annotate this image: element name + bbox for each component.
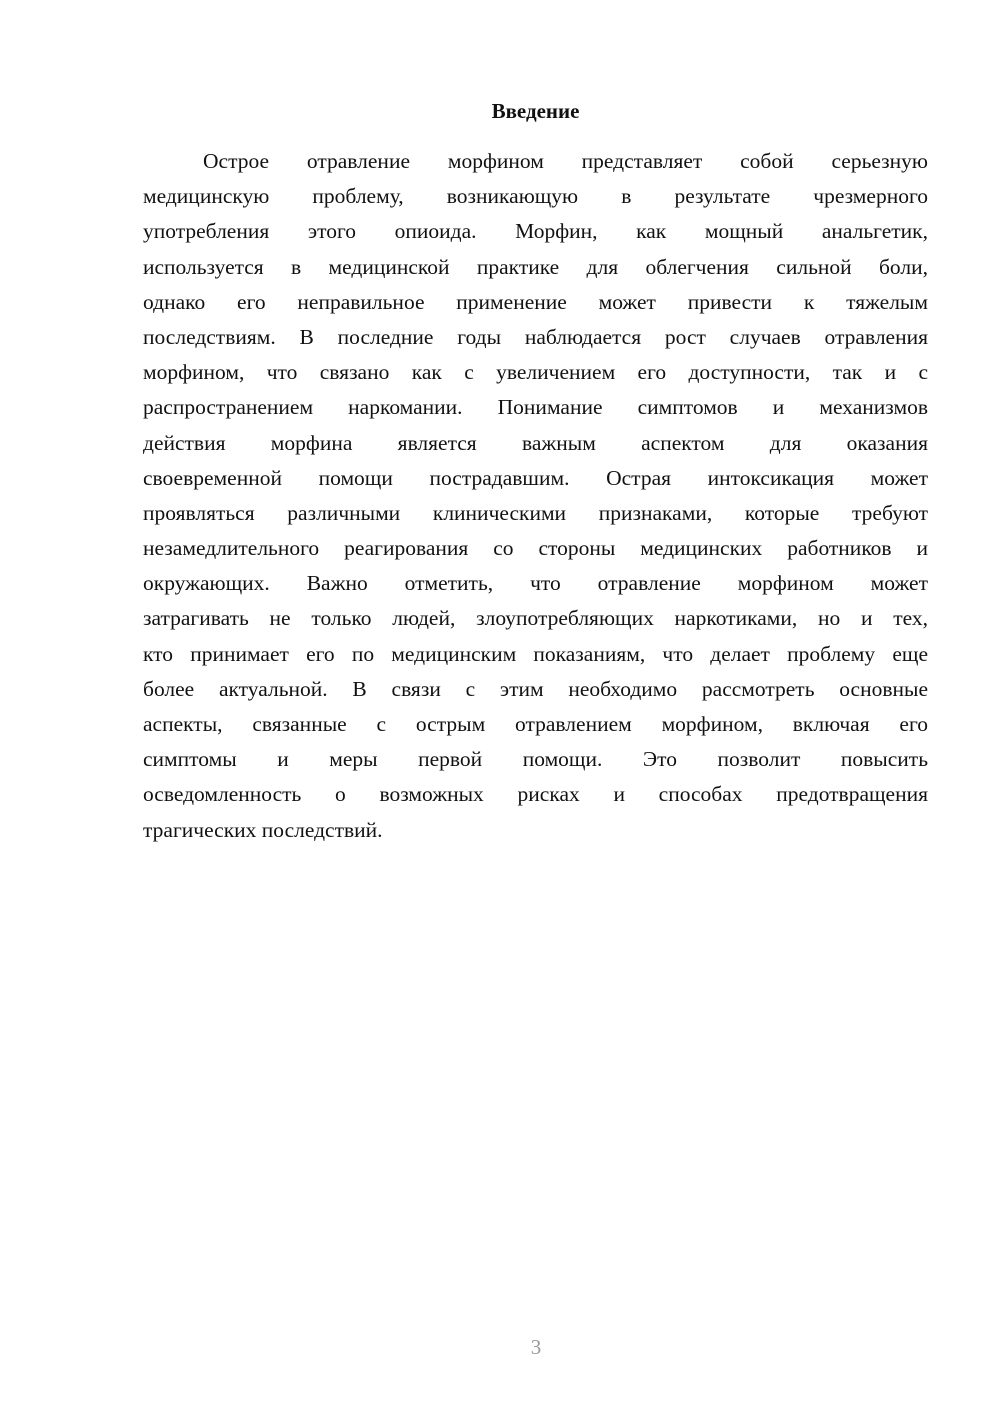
text-line: используется в медицинской практике для облегчения сильной боли, [143,254,928,279]
text-line: морфином, что связано как с увеличением его доступности, так и с [143,360,928,385]
text-line: однако его неправильное применение может привести к тяжелым [143,289,928,314]
page-title: Введение [491,99,580,123]
text-line: незамедлительного реагирования со стороны медицинских работников и [143,536,928,561]
text-line: Острое отравление морфином представляет собой серьезную [203,149,928,173]
body-paragraph [143,144,928,848]
text-line: своевременной помощи пострадавшим. Острая интоксикация может [143,465,928,490]
text-line: действия морфина является важным аспектом для оказания [143,430,928,455]
text-line: симптомы и меры первой помощи. Это позволит повысить [143,747,928,772]
text-line: медицинскую проблему, возникающую в результате чрезмерного [143,184,928,209]
text-line: более актуальной. В связи с этим необходимо рассмотреть основные [143,676,928,701]
text-line: кто принимает его по медицинским показаниям, что делает проблему еще [143,641,928,666]
text-line: затрагивать не только людей, злоупотребляющих наркотиками, но и тех, [143,606,928,631]
text-line: проявляться различными клиническими признаками, которые требуют [143,500,928,525]
text-line: последствиям. В последние годы наблюдается рост случаев отравления [143,324,928,349]
text-line: аспекты, связанные с острым отравлением морфином, включая его [143,712,928,736]
text-line: осведомленность о возможных рисках и способах предотвращения [143,782,928,807]
text-line: трагических последствий. [143,817,383,842]
page-number: 3 [530,1335,542,1359]
text-line: употребления этого опиоида. Морфин, как мощный анальгетик, [143,219,928,244]
text-line: окружающих. Важно отметить, что отравление морфином может [143,571,928,596]
text-line: распространением наркомании. Понимание симптомов и механизмов [143,395,928,420]
